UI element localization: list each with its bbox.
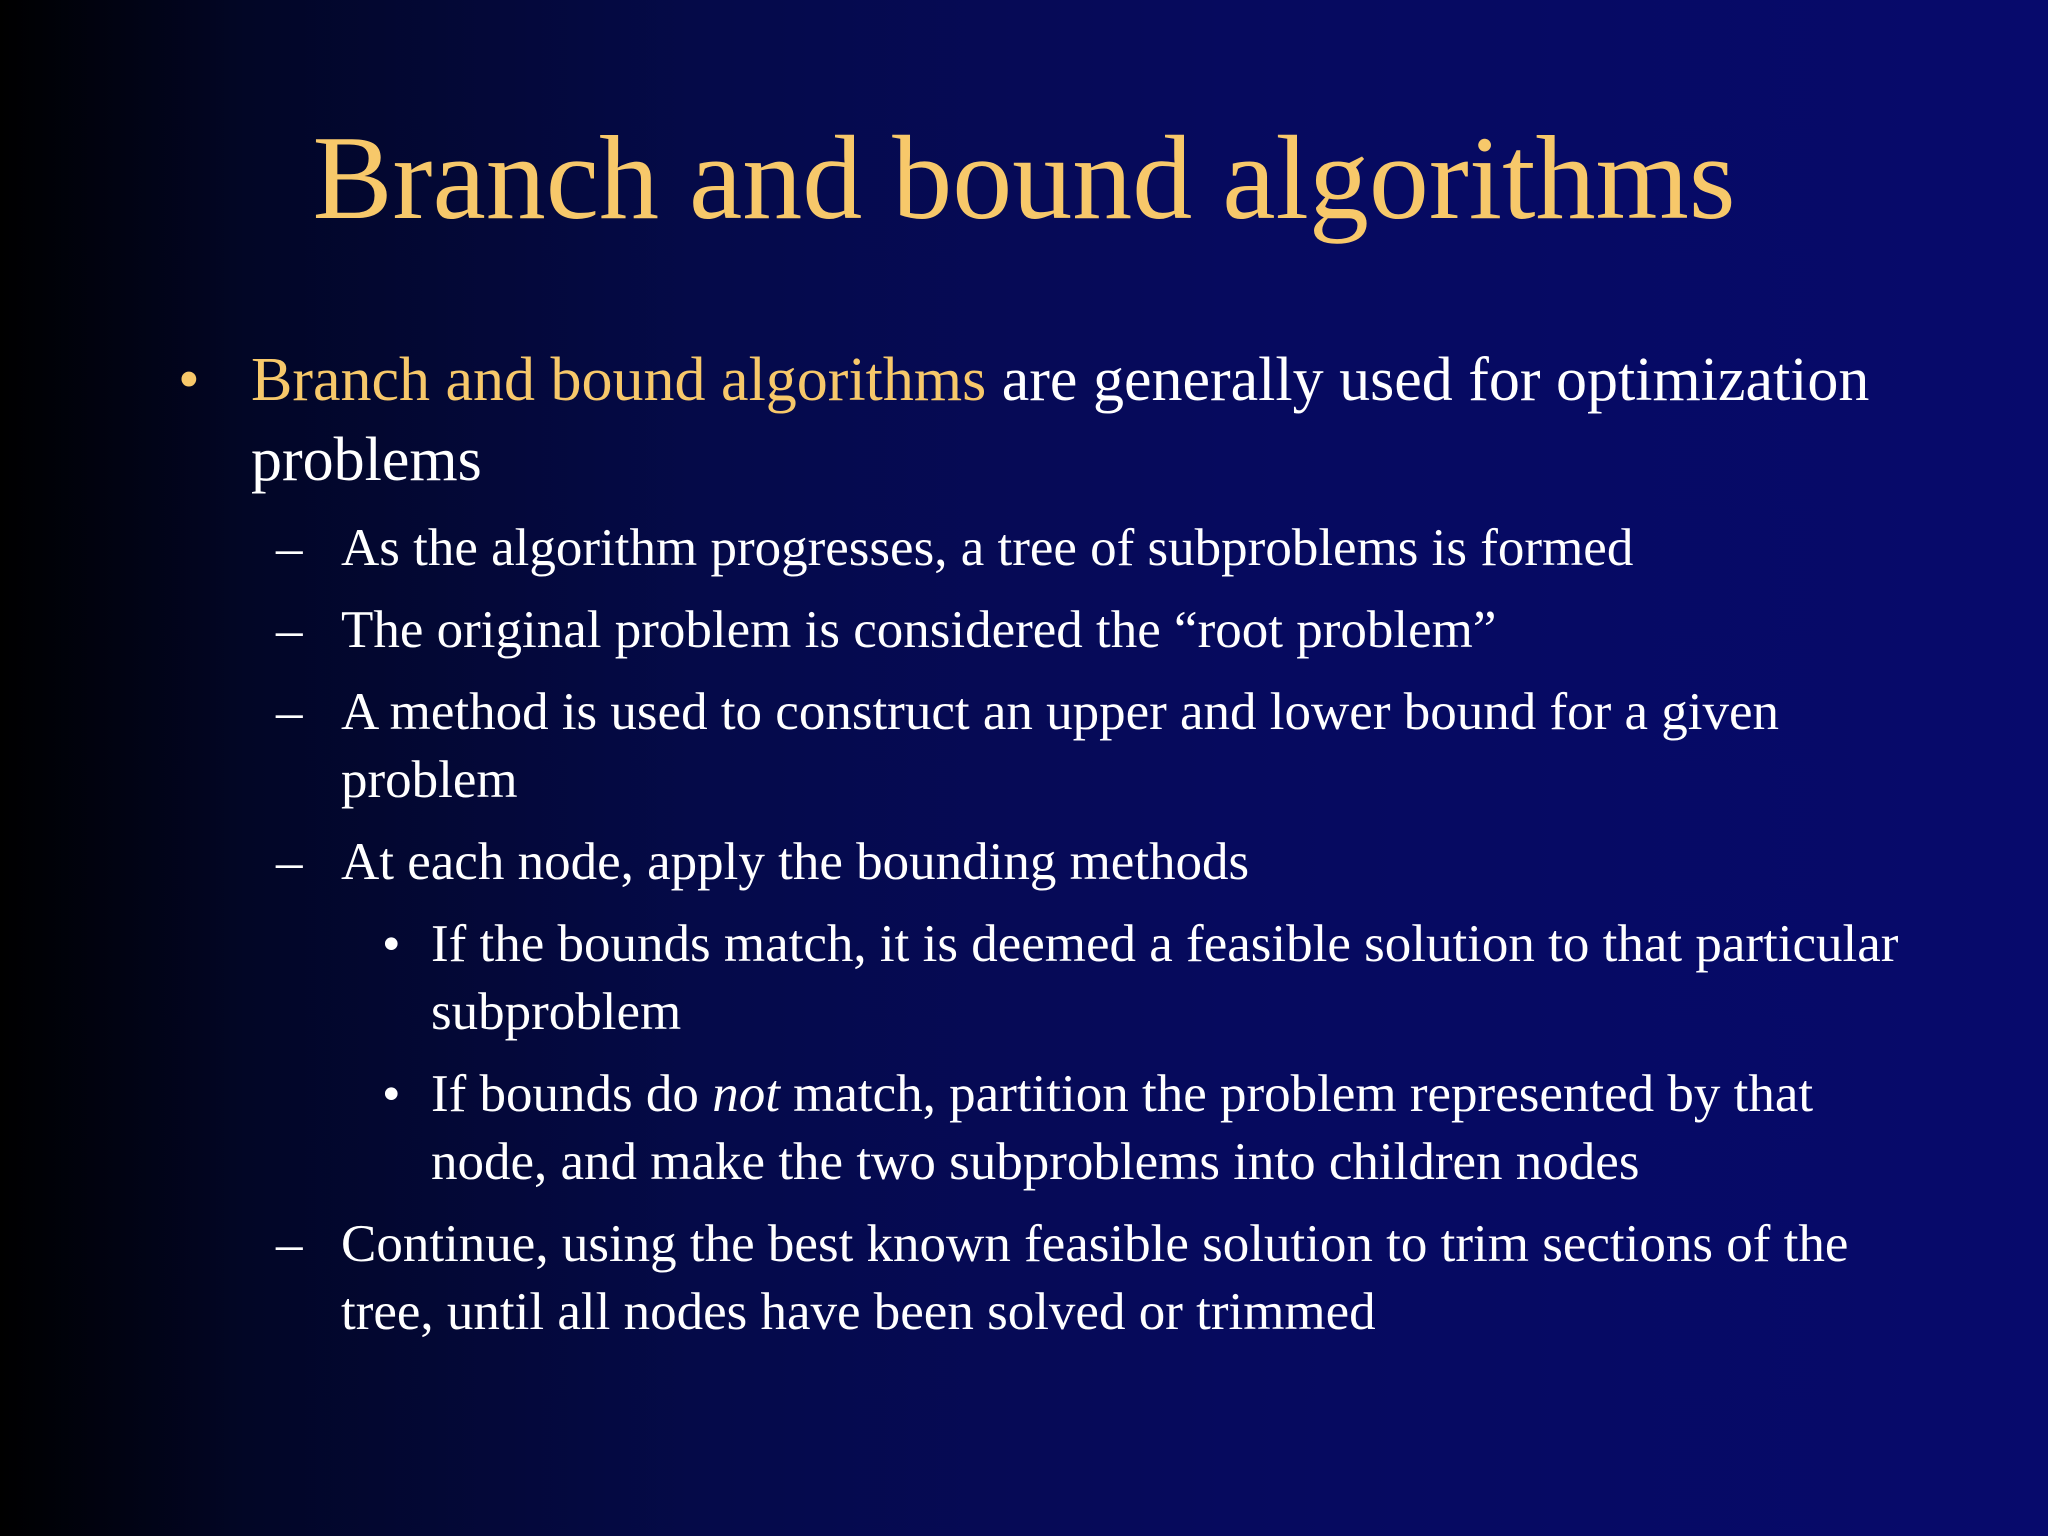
main-bullet-text: are generally used for optimization problems: [251, 346, 1870, 494]
sub-sub-item: [170, 910, 1910, 1046]
bullet-marker: •: [178, 346, 200, 414]
sub-item: [170, 1210, 1910, 1346]
slide-title: Branch and bound algorithms: [312, 111, 1736, 244]
sub-item-text: Continue, using the best known feasible solution to trim sections of the tree, until all nodes have been solved or trimmed: [341, 1215, 1849, 1341]
sub-item-text: The original problem is considered the “root problem”: [341, 601, 1497, 659]
main-bullet-highlight: Branch and bound algorithms: [251, 346, 987, 414]
sub-sub-item: [170, 1060, 1910, 1196]
dash-marker: –: [276, 601, 303, 659]
sub-sub-item-text-pre: If bounds do: [431, 1065, 713, 1123]
sub-item-text: A method is used to construct an upper and lower bound for a given problem: [341, 683, 1780, 809]
bullet-marker: •: [382, 915, 401, 973]
sub-item: [170, 514, 1910, 582]
dash-marker: –: [276, 683, 303, 741]
dash-marker: –: [276, 1215, 303, 1273]
dash-marker: –: [276, 519, 303, 577]
sub-item-text: At each node, apply the bounding methods: [341, 833, 1250, 891]
sub-item: [170, 828, 1910, 896]
bullet-marker: •: [382, 1065, 401, 1123]
slide-body: [170, 340, 1910, 1346]
sub-sub-item-emphasis: not: [712, 1065, 780, 1123]
dash-marker: –: [276, 833, 303, 891]
main-bullet: [170, 340, 1910, 500]
sub-sub-item-text-post: match, partition the problem represented by that node, and make the two subproblems into children nodes: [431, 1065, 1814, 1191]
sub-item-text: As the algorithm progresses, a tree of subproblems is formed: [341, 519, 1634, 577]
sub-item: [170, 596, 1910, 664]
sub-item: [170, 678, 1910, 814]
sub-sub-item-text: If the bounds match, it is deemed a feasible solution to that particular subproblem: [431, 915, 1899, 1041]
